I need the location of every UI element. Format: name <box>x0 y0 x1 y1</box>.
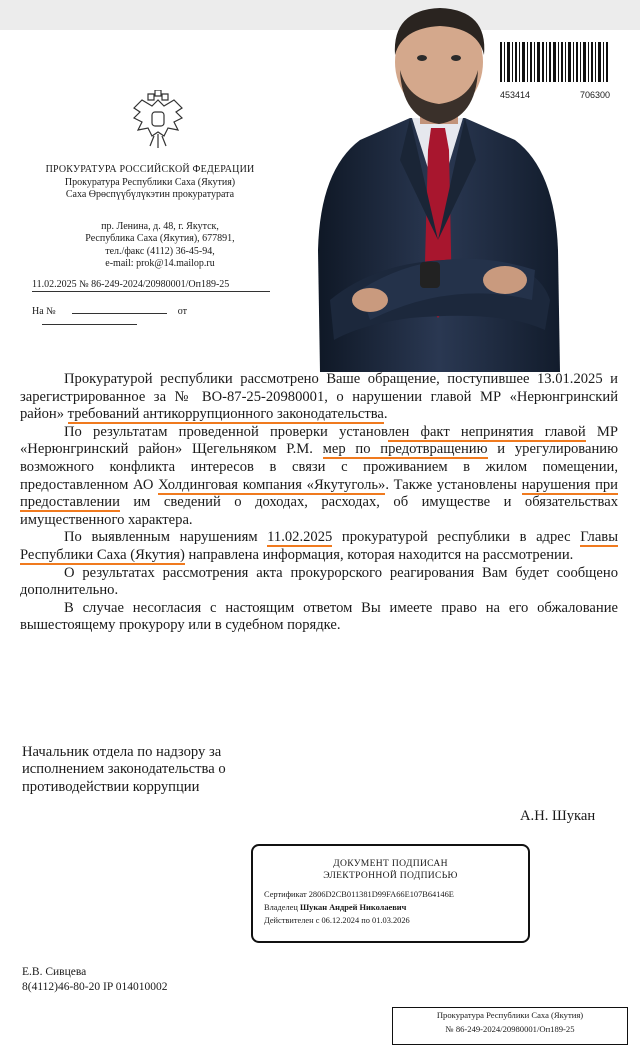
na-label: На № <box>32 306 56 317</box>
org-name-yakut: Саха Өрөспүүбүлүкэтин прокуратурата <box>65 189 235 200</box>
signer-title: Начальник отдела по надзору за <box>22 744 222 760</box>
signer-title: исполнением законодательства о <box>22 761 226 778</box>
e-signature-stamp <box>251 844 530 943</box>
paragraph-5: В случае несогласия с настоящим ответом Вы имеете право на его обжалование вышестоящему прокурору или в судебном порядке. <box>20 599 618 634</box>
paragraph-3: По выявленным нарушениям 11.02.2025 прокуратурой республики в адрес Главы Республики Саха (Якутия) направлена информация, которая находится на рассмотрении. <box>20 529 618 563</box>
org-name-republic: Прокуратура Республики Саха (Якутия) <box>64 176 236 188</box>
letter-body <box>20 371 618 635</box>
address-line: Республика Саха (Якутия), 677891, <box>85 233 235 245</box>
reg-org: Прокуратура Республики Саха (Якутия) <box>436 1010 584 1020</box>
paragraph-2: По результатам проведенной проверки установлен факт непринятия главой МР «Нерюнгринский район» Щегельняком Р.М. мер по предотвращению и урегулированию возможного конфликта интересов в связи с проживанием в жилом помещении, предоставленном АО Холдинговая компания «Якутуголь». Также установлены нарушения при предоставлении им сведений о доходах, расходах, об имуществе и обязательствах имущественного характера. <box>20 423 618 528</box>
reg-number: № 86-249-2024/20980001/Оп189-25 <box>445 1024 575 1034</box>
executor-name: Е.В. Сивцева <box>22 966 87 978</box>
paragraph-4: О результатах рассмотрения акта прокурорского реагирования Вам будет сообщено дополнительно. <box>20 564 618 599</box>
outgoing-ref: 11.02.2025 № 86-249-2024/20980001/Оп189-25 <box>32 279 270 292</box>
registration-box <box>392 1007 628 1045</box>
signer-title: противодействии коррупции <box>22 778 200 795</box>
phone-line: тел./факс (4112) 36-45-94, <box>105 245 215 257</box>
email-line: e-mail: prok@14.mailop.ru <box>105 258 215 270</box>
coat-of-arms-emblem <box>130 90 186 152</box>
stamp-title: ДОКУМЕНТ ПОДПИСАН <box>333 858 448 869</box>
valid-value: с 06.12.2024 по 01.03.2026 <box>315 916 410 925</box>
stamp-title: ЭЛЕКТРОННОЙ ПОДПИСЬЮ <box>323 870 458 881</box>
valid-label: Действителен <box>264 916 314 925</box>
owner-label: Владелец <box>264 903 298 912</box>
barcode-number-left: 453414 <box>500 90 531 100</box>
official-portrait-photo <box>300 0 575 372</box>
owner-value: Шукан Андрей Николаевич <box>299 903 407 912</box>
cert-value: 2806D2CB011381D99FA66E107B64146E <box>308 890 454 899</box>
paragraph-1: Прокуратурой республики рассмотрено Ваше обращение, поступившее 13.01.2025 и зарегистрированное за № ВО-87-25-20980001, о нарушении главой МР «Нерюнгринский район» требований антикоррупционного законодательства. <box>20 371 618 423</box>
signer-name: А.Н. Шукан <box>520 808 596 824</box>
cert-label: Сертификат <box>264 890 307 899</box>
executor-phone: 8(4112)46-80-20 IP 014010002 <box>22 981 168 993</box>
address-line: пр. Ленина, д. 48, г. Якутск, <box>101 221 219 232</box>
org-name-federal: ПРОКУРАТУРА РОССИЙСКОЙ ФЕДЕРАЦИИ <box>45 164 255 175</box>
ot-label: от <box>177 306 187 317</box>
barcode-number-right: 706300 <box>579 90 610 100</box>
